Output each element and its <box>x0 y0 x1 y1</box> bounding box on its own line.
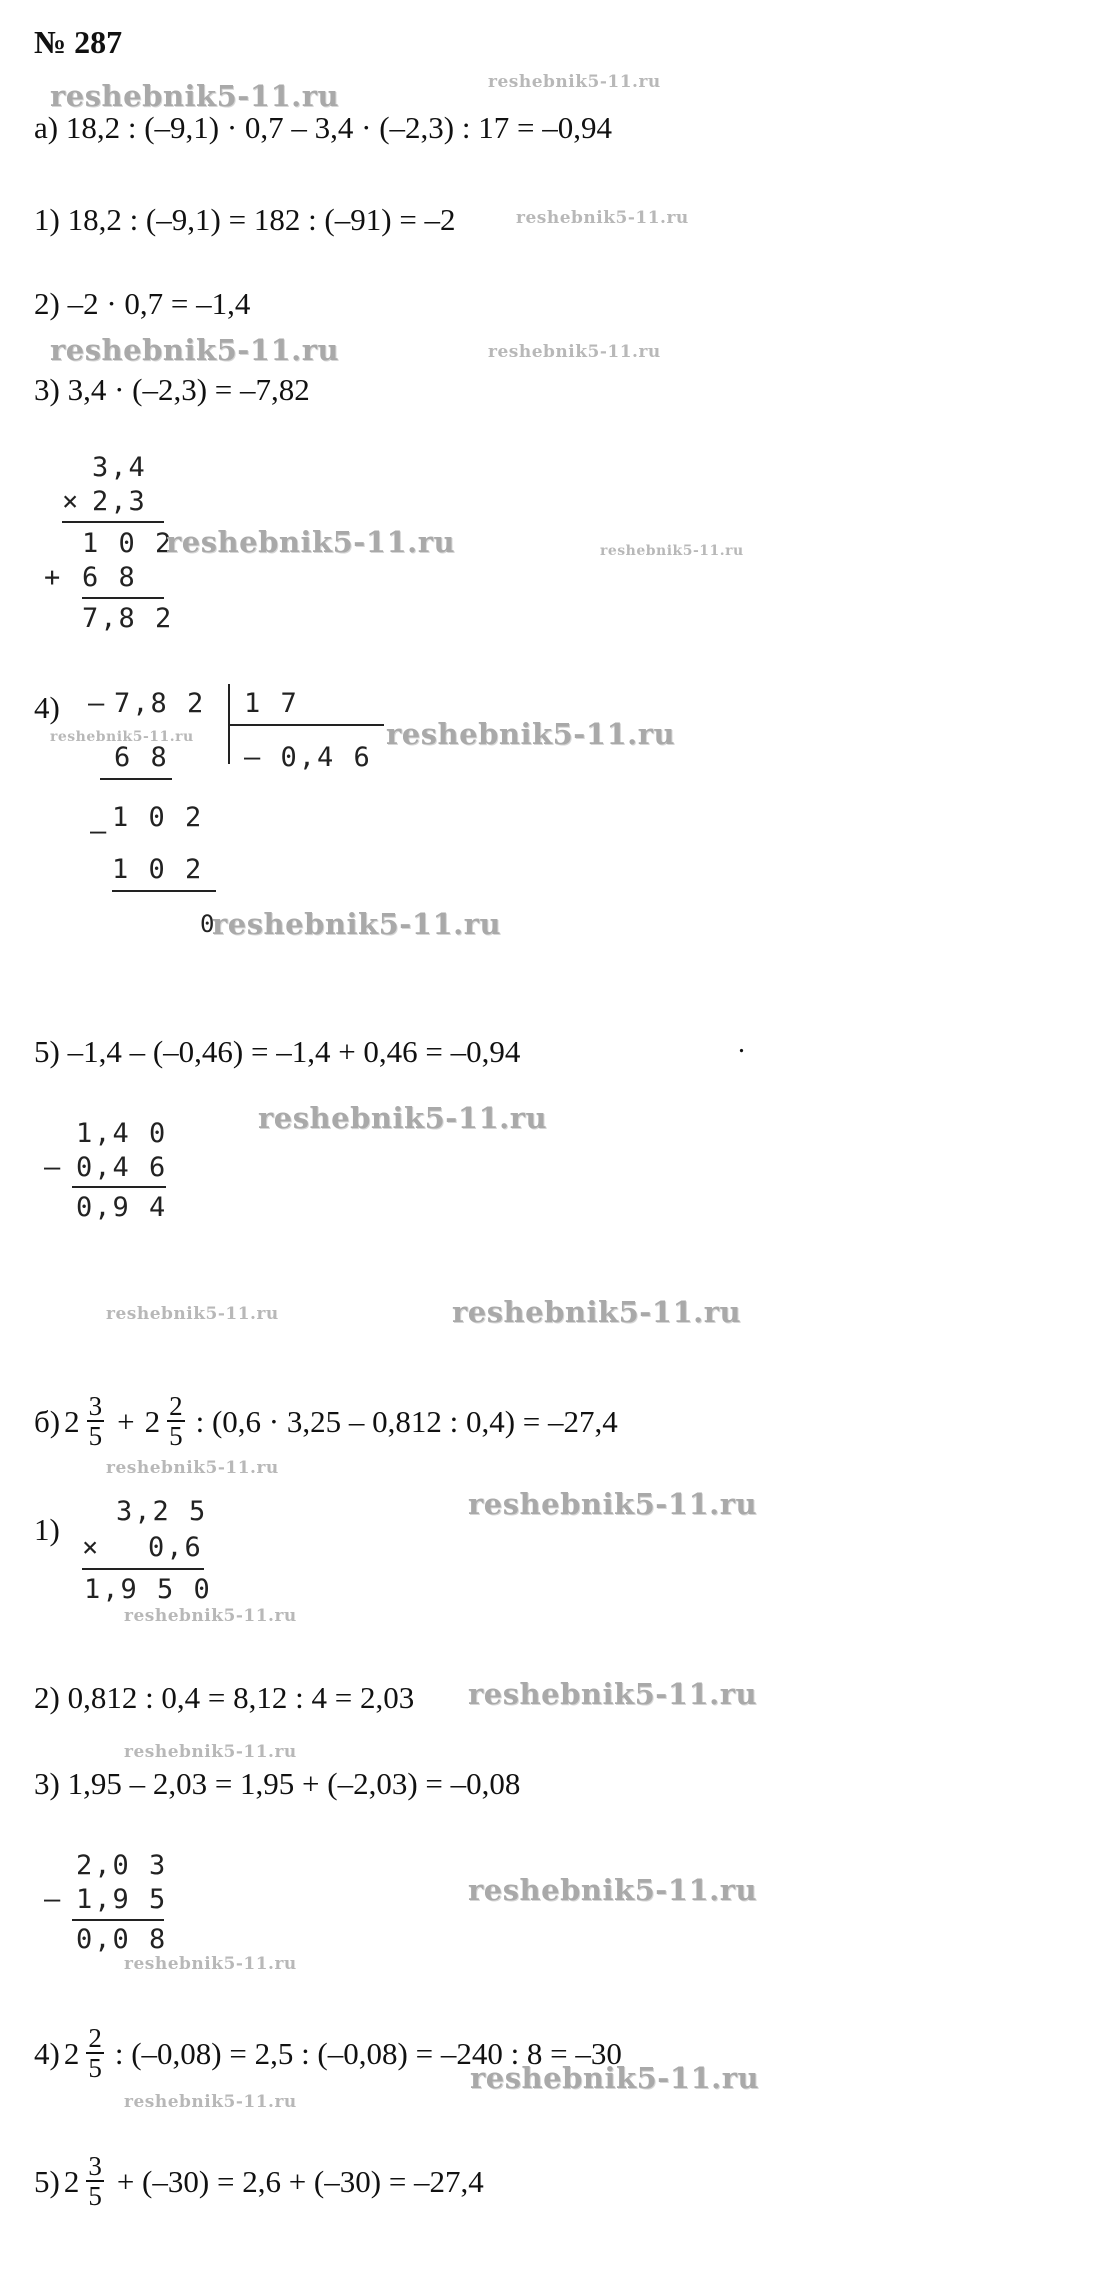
fraction-3-5: $\frac{3}{5}$ <box>88 1391 103 1452</box>
fraction-2-5: $\frac{2}{5}$ <box>169 1391 183 1452</box>
division-remainder: 0 <box>200 910 217 938</box>
watermark: reshebnik5-11.ru <box>468 1873 758 1907</box>
part-b-step3: 3) 1,95 – 2,03 = 1,95 + (–2,03) = –0,08 <box>34 1766 521 1801</box>
division-row-1: 6 8 <box>114 742 169 773</box>
watermark: reshebnik5-11.ru <box>468 1487 758 1521</box>
mixed-number-whole-1: 2 <box>64 1403 80 1439</box>
watermark: reshebnik5-11.ru <box>488 342 661 362</box>
step5-rest: + (–30) = 2,6 + (–30) = –27,4 <box>116 2163 484 2199</box>
part-b-step5 <box>34 2152 484 2211</box>
step5-whole: 2 <box>63 2163 80 2199</box>
watermark: reshebnik5-11.ru <box>166 525 456 559</box>
b-sub-rule <box>72 1919 164 1921</box>
mult-rule-2 <box>82 597 164 599</box>
part-b-label: б) <box>34 1403 61 1439</box>
part-b-task <box>34 1392 618 1451</box>
step4-label: 4) <box>34 2035 60 2071</box>
mult-row-5: 7,8 2 <box>82 603 174 634</box>
b-sub-row-2: 1,9 5 <box>76 1884 168 1915</box>
b-mult-row-1: 3,2 5 <box>116 1496 208 1527</box>
watermark: reshebnik5-11.ru <box>124 1606 297 1626</box>
mult-plus-sign: + <box>44 562 63 593</box>
watermark: reshebnik5-11.ru <box>600 543 744 559</box>
mult-row-3: 1 0 2 <box>82 528 174 559</box>
sub-rule <box>72 1186 166 1188</box>
stray-dot: . <box>738 1028 745 1059</box>
b-mult-row-3: 1,9 5 0 <box>84 1574 212 1605</box>
mult-row-4: 6 8 <box>82 562 137 593</box>
watermark: reshebnik5-11.ru <box>258 1101 548 1135</box>
b-sub-row-3: 0,0 8 <box>76 1924 168 1955</box>
watermark: reshebnik5-11.ru <box>470 2061 760 2095</box>
watermark: reshebnik5-11.ru <box>386 717 676 751</box>
watermark: reshebnik5-11.ru <box>124 1954 297 1974</box>
sub-row-2: 0,4 6 <box>76 1152 168 1183</box>
part-b-task-rest: : (0,6 · 3,25 – 0,812 : 0,4) = –27,4 <box>195 1403 618 1439</box>
division-divisor: 1 7 <box>244 688 299 719</box>
mixed-number-whole-2: 2 <box>144 1403 161 1439</box>
watermark: reshebnik5-11.ru <box>106 1458 279 1478</box>
watermark: reshebnik5-11.ru <box>124 2092 297 2112</box>
division-rule-2 <box>112 890 216 892</box>
sub-sign: – <box>44 1152 63 1183</box>
part-a-step3: 3) 3,4 · (–2,3) = –7,82 <box>34 372 310 407</box>
division-dividend: 7,8 2 <box>114 688 206 719</box>
division-quotient: – 0,4 6 <box>244 742 372 773</box>
b-sub-row-1: 2,0 3 <box>76 1850 168 1881</box>
b-mult-sign: × <box>82 1532 101 1563</box>
part-a-task: а) 18,2 : (–9,1) · 0,7 – 3,4 · (–2,3) : 17 = –0,94 <box>34 110 612 145</box>
sub-row-1: 1,4 0 <box>76 1118 168 1149</box>
division-minus-2: – <box>90 816 109 847</box>
mult-sign: × <box>62 486 81 517</box>
watermark: reshebnik5-11.ru <box>50 333 340 367</box>
watermark: reshebnik5-11.ru <box>468 1677 758 1711</box>
watermark: reshebnik5-11.ru <box>50 79 340 113</box>
step4-whole: 2 <box>63 2035 80 2071</box>
part-b-step2: 2) 0,812 : 0,4 = 8,12 : 4 = 2,03 <box>34 1680 415 1715</box>
step4-rest: : (–0,08) = 2,5 : (–0,08) = –240 : 8 = –30 <box>114 2035 622 2071</box>
b-sub-sign: – <box>44 1884 63 1915</box>
problem-number: № 287 <box>34 24 123 60</box>
division-row-3: 1 0 2 <box>112 854 204 885</box>
watermark: reshebnik5-11.ru <box>50 729 194 745</box>
part-a-step1: 1) 18,2 : (–9,1) = 182 : (–91) = –2 <box>34 202 456 237</box>
b-mult-rule <box>82 1568 204 1570</box>
mult-row-2: 2,3 <box>92 486 147 517</box>
b-mult-row-2: 0,6 <box>148 1532 203 1563</box>
watermark: reshebnik5-11.ru <box>106 1304 279 1324</box>
mult-row-1: 3,4 <box>92 452 147 483</box>
part-a-step5: 5) –1,4 – (–0,46) = –1,4 + 0,46 = –0,94 <box>34 1034 521 1069</box>
part-a-step2: 2) –2 · 0,7 = –1,4 <box>34 286 251 321</box>
step5-fraction: $\frac{3}{5}$ <box>88 2151 102 2212</box>
watermark: reshebnik5-11.ru <box>124 1742 297 1762</box>
division-rule-1 <box>100 778 172 780</box>
division-quotient-rule <box>228 724 384 726</box>
division-row-2: 1 0 2 <box>112 802 204 833</box>
part-b-step1-label: 1) <box>34 1512 60 1547</box>
part-a-step4-label: 4) <box>34 690 60 725</box>
watermark: reshebnik5-11.ru <box>212 907 502 941</box>
division-minus-1: – <box>88 688 107 719</box>
watermark: reshebnik5-11.ru <box>452 1295 742 1329</box>
step5-label: 5) <box>34 2163 60 2199</box>
sub-row-3: 0,9 4 <box>76 1192 168 1223</box>
plus-sign: + <box>117 1403 135 1439</box>
watermark: reshebnik5-11.ru <box>516 208 689 228</box>
step4-fraction: $\frac{2}{5}$ <box>88 2023 102 2084</box>
mult-rule-1 <box>62 521 164 523</box>
watermark: reshebnik5-11.ru <box>488 72 661 92</box>
